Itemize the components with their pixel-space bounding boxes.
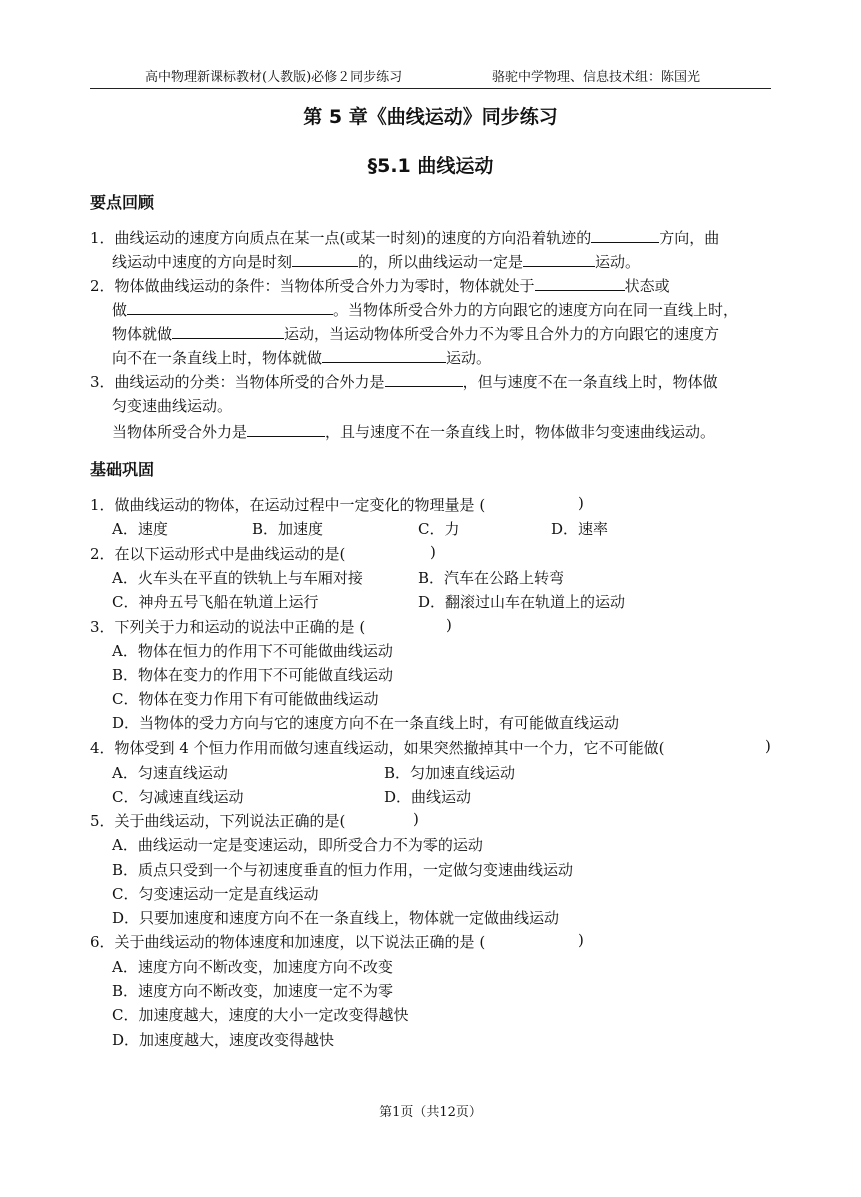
review-q3-number: 3．	[90, 373, 115, 391]
review-q1-text-e: 运动。	[595, 253, 641, 271]
question-4-answer-paren[interactable]: )	[765, 737, 771, 755]
page-header	[90, 66, 771, 89]
question-4-option-a[interactable]: A．匀速直线运动	[112, 764, 228, 782]
question-1-option-c[interactable]: C．力	[418, 520, 460, 538]
answer-blank[interactable]	[385, 372, 463, 387]
chapter-title: 第 5 章《曲线运动》同步练习	[303, 106, 558, 128]
question-5-option-b[interactable]: B．质点只受到一个与初速度垂直的恒力作用，一定做匀变速曲线运动	[112, 861, 574, 879]
review-q2-text-f: 运动，当运动物体所受合外力不为零且合外力的方向跟它的速度方	[284, 325, 720, 343]
review-q1-text-b: 方向，曲	[659, 229, 720, 247]
review-q1-text-c: 线运动中速度的方向是时刻	[112, 253, 293, 271]
answer-blank[interactable]	[172, 324, 284, 339]
question-2-option-d[interactable]: D．翻滚过山车在轨道上的运动	[418, 593, 626, 611]
question-6-answer-paren[interactable]: )	[578, 931, 584, 949]
review-q1-text-d: 的，所以曲线运动一定是	[358, 253, 524, 271]
question-1-option-d[interactable]: D．速率	[551, 520, 609, 538]
question-3-option-c[interactable]: C．物体在变力作用下有可能做曲线运动	[112, 690, 379, 708]
answer-blank[interactable]	[523, 252, 595, 267]
question-1-option-b[interactable]: B．加速度	[252, 520, 324, 538]
header-right-text: 骆驼中学物理、信息技术组：陈国光	[492, 70, 701, 85]
review-q2-text-a: 物体做曲线运动的条件：当物体所受合外力为零时，物体就处于	[114, 277, 535, 295]
section-title: §5.1 曲线运动	[367, 155, 494, 177]
question-2-answer-paren[interactable]: )	[430, 543, 436, 561]
answer-blank[interactable]	[591, 228, 659, 243]
question-2-option-b[interactable]: B．汽车在公路上转弯	[418, 569, 565, 587]
answer-blank[interactable]	[292, 252, 358, 267]
question-2-stem: 2．在以下运动形式中是曲线运动的是(	[90, 545, 346, 563]
question-6-option-b[interactable]: B．速度方向不断改变，加速度一定不为零	[112, 982, 394, 1000]
question-3-stem: 3．下列关于力和运动的说法中正确的是 (	[90, 618, 366, 636]
review-q2-text-d: 。当物体所受合外力的方向跟它的速度方向在同一直线上时，	[333, 301, 739, 319]
section-heading-basics: 基础巩固	[90, 460, 155, 479]
review-q1-line2	[112, 251, 640, 272]
review-q1-number: 1．	[90, 229, 115, 247]
question-1-stem: 1．做曲线运动的物体，在运动过程中一定变化的物理量是 (	[90, 496, 486, 514]
question-1-answer-paren[interactable]: )	[578, 494, 584, 512]
page-footer: 第1页（共12页）	[379, 1105, 482, 1120]
answer-blank[interactable]	[322, 348, 446, 363]
review-q2-line3	[112, 323, 719, 344]
review-q3-line2: 匀变速曲线运动。	[112, 397, 233, 415]
question-6-option-c[interactable]: C．加速度越大，速度的大小一定改变得越快	[112, 1006, 409, 1024]
question-4-option-b[interactable]: B．匀加速直线运动	[384, 764, 516, 782]
header-left-text: 高中物理新课标教材(人教版)必修２同步练习	[145, 70, 403, 85]
question-6-option-d[interactable]: D．加速度越大，速度改变得越快	[112, 1031, 335, 1049]
review-q3-text-a: 曲线运动的分类：当物体所受的合外力是	[114, 373, 385, 391]
review-q2-line4	[112, 347, 491, 368]
question-4-stem: 4．物体受到 4 个恒力作用而做匀速直线运动，如果突然撤掉其中一个力，它不可能做(	[90, 739, 665, 757]
question-4-option-d[interactable]: D．曲线运动	[384, 788, 472, 806]
review-q3-line1	[90, 371, 718, 392]
answer-blank[interactable]	[127, 300, 333, 315]
question-3-option-d[interactable]: D．当物体的受力方向与它的速度方向不在一条直线上时，有可能做直线运动	[112, 714, 620, 732]
question-4-option-c[interactable]: C．匀减速直线运动	[112, 788, 244, 806]
question-3-option-a[interactable]: A．物体在恒力的作用下不可能做曲线运动	[112, 642, 393, 660]
review-q2-text-h: 运动。	[446, 349, 492, 367]
review-q3-text-d: 当物体所受合外力是	[112, 423, 248, 441]
review-q2-text-e: 物体就做	[112, 325, 173, 343]
question-2-option-a[interactable]: A．火车头在平直的铁轨上与车厢对接	[112, 569, 363, 587]
question-5-option-a[interactable]: A．曲线运动一定是变速运动，即所受合力不为零的运动	[112, 836, 483, 854]
review-q2-line1	[90, 275, 670, 296]
review-q1-line1	[90, 227, 719, 248]
question-2-option-c[interactable]: C．神舟五号飞船在轨道上运行	[112, 593, 319, 611]
review-q2-text-c: 做	[112, 301, 128, 319]
review-q2-text-b: 状态或	[624, 277, 670, 295]
question-3-answer-paren[interactable]: )	[446, 616, 452, 634]
review-q2-number: 2．	[90, 277, 115, 295]
review-q2-line2	[112, 299, 738, 320]
review-q3-text-b: ，但与速度不在一条直线上时，物体做	[462, 373, 718, 391]
section-heading-review: 要点回顾	[90, 193, 155, 212]
review-q2-text-g: 向不在一条直线上时，物体就做	[112, 349, 323, 367]
review-q1-text-a: 曲线运动的速度方向质点在某一点(或某一时刻)的速度的方向沿着轨迹的	[114, 229, 592, 247]
review-q3-text-e: ，且与速度不在一条直线上时，物体做非匀变速曲线运动。	[325, 423, 716, 441]
question-6-option-a[interactable]: A．速度方向不断改变，加速度方向不改变	[112, 958, 393, 976]
question-1-option-a[interactable]: A．速度	[112, 520, 168, 538]
question-5-answer-paren[interactable]: )	[413, 810, 419, 828]
question-5-stem: 5．关于曲线运动，下列说法正确的是(	[90, 812, 346, 830]
answer-blank[interactable]	[247, 422, 325, 437]
review-q3-line3	[112, 421, 715, 442]
question-6-stem: 6．关于曲线运动的物体速度和加速度，以下说法正确的是 (	[90, 933, 486, 951]
answer-blank[interactable]	[535, 276, 625, 291]
question-3-option-b[interactable]: B．物体在变力的作用下不可能做直线运动	[112, 666, 394, 684]
question-5-option-d[interactable]: D．只要加速度和速度方向不在一条直线上，物体就一定做曲线运动	[112, 909, 560, 927]
question-5-option-c[interactable]: C．匀变速运动一定是直线运动	[112, 885, 319, 903]
